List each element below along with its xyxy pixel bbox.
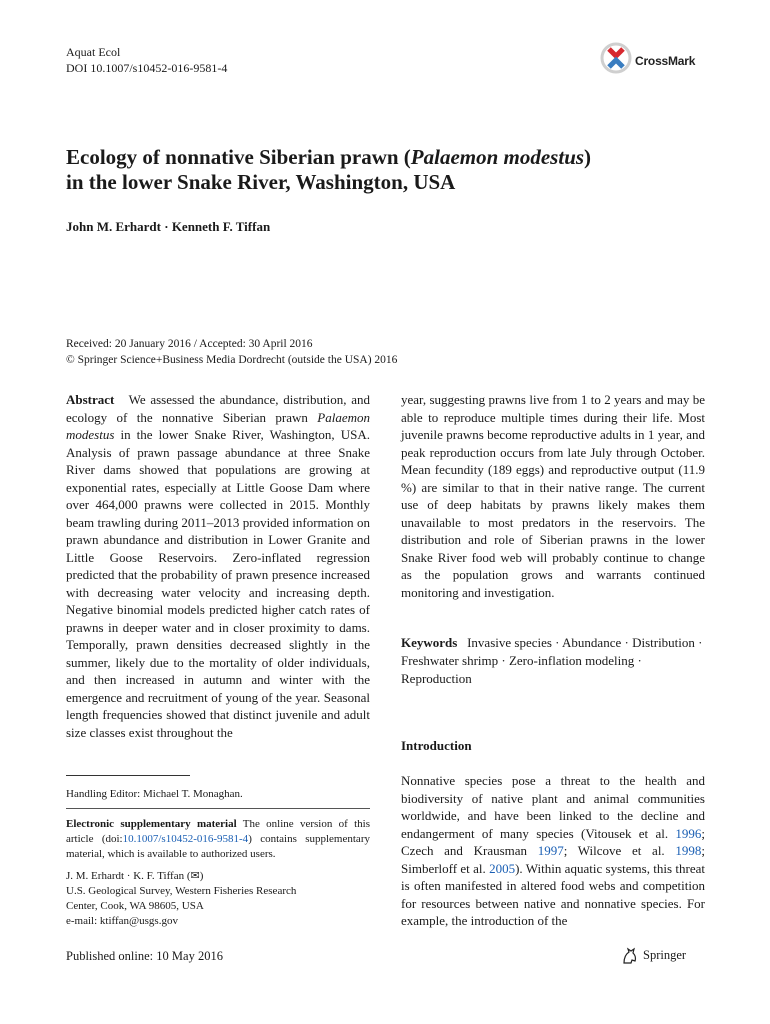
title-text: ) [584,145,592,169]
footnote-divider [66,775,190,776]
intro-text: ; Czech and Krausman [401,825,705,858]
crossmark-icon [600,40,632,76]
abstract-label: Abstract [66,392,115,407]
article-doi: DOI 10.1007/s10452-016-9581-4 [66,61,228,75]
citation-link[interactable]: 1997 [537,843,564,858]
abstract-text: We assessed the abundance, distribution, and ecology of the nonnative Siberian prawn [66,392,370,425]
affiliation-org: U.S. Geological Survey, Western Fisheries Research [66,885,297,897]
esm-text: ) contains supplementary material, which is available to authorized users. [66,833,370,860]
citation-link[interactable]: 1996 [675,825,702,841]
keywords-block [401,634,705,688]
intro-text: Nonnative species pose a threat to the health and biodiversity of native plant and animal communities worldwide, and have been linked to the decline and endangerment of many species (Vitousek et al. [401,773,705,841]
springer-logo [621,947,711,967]
intro-text: ; Wilcove et al. [563,843,676,858]
title-line-2: in the lower Snake River, Washington, USA [66,170,456,194]
abstract-text: in the lower Snake River, Washington, USA. Analysis of prawn passage abundance at three Snake River dams showed that populations are growing at exponential rates, especially at Little Goose Dam where over 464,000 prawns were collected in 2015. Monthly beam trawling during 2011–2013 provided information on prawn abundance and distribution in Lower Granite and Little Goose Reservoirs. Zero-inflated regression predicted that the probability of prawn presence increased with decreasing water velocity and increasing depth. Negative binomial models predicted higher catch rates of prawns in deeper water and in closer proximity to dams. Temporally, prawn densities decreased slightly in the summer, likely due to the mortality of older individuals, and then increased in autumn and winter with the emergence and recruitment of young of the year. Seasonal length frequencies showed that distinct juvenile and adult size classes exist throughout the [66,427,370,740]
published-online-date: Published online: 10 May 2016 [66,949,223,963]
affiliation-block [66,869,370,929]
footnote-rule [66,808,370,809]
affiliation-address: Center, Cook, WA 98605, USA [66,900,204,912]
esm-text: The online version of this article (doi: [66,818,370,845]
journal-name: Aquat Ecol [66,45,121,59]
citation-link[interactable]: 1998 [675,843,702,858]
title-species-name: Palaemon modestus [410,145,585,169]
handling-editor-note: Handling Editor: Michael T. Monaghan. [66,788,243,800]
abstract-column-left [66,391,370,741]
author-list: John M. Erhardt · Kenneth F. Tiffan [66,219,271,234]
affiliation-email[interactable]: e-mail: ktiffan@usgs.gov [66,915,178,927]
keywords-list: Invasive species · Abundance · Distribution · Freshwater shrimp · Zero-inflation modeling · Reproduction [401,635,703,686]
esm-note [66,817,370,862]
crossmark-badge[interactable] [600,40,710,80]
springer-wordmark: Springer [643,948,687,962]
intro-text: ). Within aquatic systems, this threat is often manifested in altered food webs and competition for resources between native and nonnative species. For example, the introduction of the [401,860,705,928]
article-history [66,336,397,368]
abstract-column-right: year, suggesting prawns live from 1 to 2 years and may be able to reproduce multiple times during their life. Most juvenile prawns become reproductive adults in 1 year, and peak reproduction occurs from late July through October. Mean fecundity (189 eggs) and reproductive output (11.9 %) are similar to that in their native range. The current use of deep habitats by prawns likely makes them unavailable to most predators in the reservoirs. The distribution and role of Siberian prawns in the lower Snake River food web will probably continue to change as the population grows and warrants continued monitoring and investigation. [401,392,705,600]
esm-doi-link[interactable]: 10.1007/s10452-016-9581-4 [122,833,249,845]
running-header [66,44,227,76]
title-text: Ecology of nonnative Siberian prawn ( [66,145,411,169]
abstract-species: Palaemon modestus [66,409,370,442]
introduction-paragraph [401,772,705,930]
affiliation-names: J. M. Erhardt · K. F. Tiffan (✉) [66,870,204,882]
springer-horse-icon [621,947,639,965]
copyright-line: © Springer Science+Business Media Dordrecht (outside the USA) 2016 [66,354,398,366]
citation-link[interactable]: 2005 [489,860,516,876]
crossmark-label: CrossMark [635,54,696,68]
intro-text: ; Simberloff et al. [401,843,705,876]
keywords-label: Keywords [401,635,458,650]
introduction-heading: Introduction [401,738,472,753]
esm-label: Electronic supplementary material [66,818,237,830]
article-title [66,145,706,195]
received-accepted-dates: Received: 20 January 2016 / Accepted: 30 April 2016 [66,338,313,350]
